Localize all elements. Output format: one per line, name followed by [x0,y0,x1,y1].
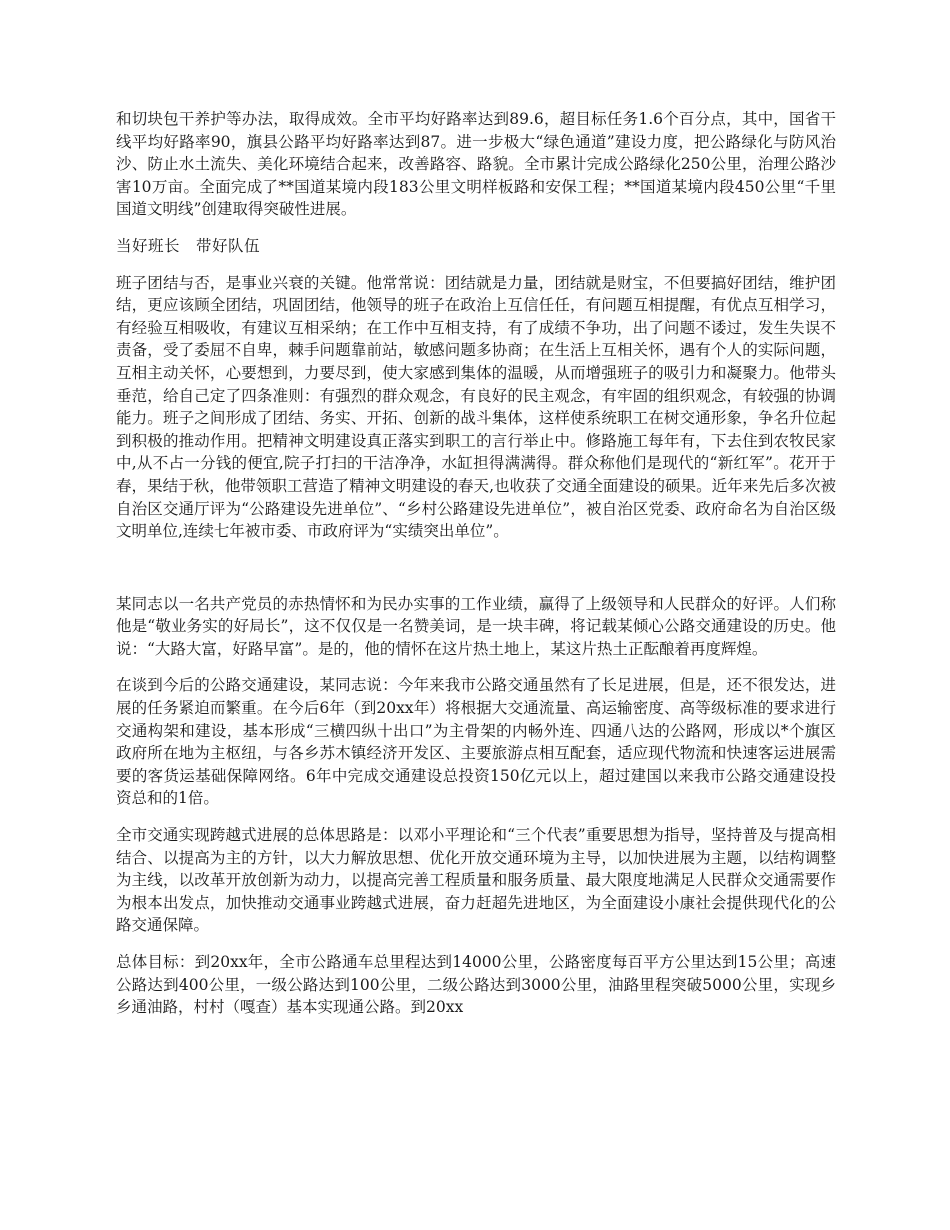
paragraph-strategy: 全市交通实现跨越式进展的总体思路是：以邓小平理论和“三个代表”重要思想为指导，坚持普及与提高相结合、以提高为主的方针，以大力解放思想、优化开放交通环境为主导，以加快进展为主题，以结构调整为主线，以改革开放创新为动力，以提高完善工程质量和服务质量、最大限度地满足人民群众交通需要作为根本出发点，加快推动交通事业跨越式进展，奋力赶超先进地区，为全面建设小康社会提供现代化的公路交通保障。 [116,826,836,935]
document-body [116,108,836,1033]
paragraph-achievements: 和切块包干养护等办法，取得成效。全市平均好路率达到89.6，超目标任务1.6个百分点，其中，国省干线平均好路率90，旗县公路平均好路率达到87。进一步极大“绿色通道”建设力度，把公路绿化与防风治沙、防止水土流失、美化环境结合起来，改善路容、路貌。全市累计完成公路绿化250公里，治理公路沙害10万亩。全面完成了**国道某境内段183公里文明样板路和安保工程；**国道某境内段450公里“千里国道文明线”创建取得突破性进展。 [116,110,836,219]
paragraph-team-unity: 班子团结与否，是事业兴衰的关键。他常常说：团结就是力量，团结就是财宝，不但要搞好团结，维护团结，更应该顾全团结，巩固团结，他领导的班子在政治上互信任任，有问题互相提醒，有优点互相学习，有经验互相吸收，有建议互相采纳；在工作中互相支持，有了成绩不争功，出了问题不诿过，发生失误不责备，受了委屈不自卑，棘手问题靠前站，敏感问题多协商；在生活上互相关怀，遇有个人的实际问题，互相主动关怀，心要想到，力要尽到，使大家感到集体的温暖，从而增强班子的吸引力和凝聚力。他带头垂范，给自己定了四条准则：有强烈的群众观念，有良好的民主观念，有牢固的组织观念，有较强的协调能力。班子之间形成了团结、务实、开拓、创新的战斗集体，这样使系统职工在树交通形象，争名升位起到积极的推动作用。把精神文明建设真正落实到职工的言行举止中。修路施工每年有，下去住到农牧民家中,从不占一分钱的便宜,院子打扫的干洁净净，水缸担得满满得。群众称他们是现代的“新红军”。花开于春，果结于秋，他带领职工营造了精神文明建设的春天,也收获了交通全面建设的硕果。近年来先后多次被自治区交通厅评为“公路建设先进单位”、“乡村公路建设先进单位”，被自治区党委、政府命名为自治区级文明单位,连续七年被市委、市政府评为“实绩突出单位”。 [116,273,836,541]
paragraph-future-plan: 在谈到今后的公路交通建设，某同志说：今年来我市公路交通虽然有了长足进展，但是，还不很发达，进展的任务紧迫而繁重。在今后6年（到20xx年）将根据大交通流量、高运输密度、高等级标准的要求进行交通构架和建设，基本形成“三横四纵十出口”为主骨架的内畅外连、四通八达的公路网，形成以*个旗区政府所在地为主枢纽，与各乡苏木镇经济开发区、主要旅游点相互配套，适应现代物流和快速客运进展需要的客货运基础保障网络。6年中完成交通建设总投资150亿元以上，超过建国以来我市公路交通建设投资总和的1倍。 [116,676,836,808]
paragraph-overall-goal: 总体目标：到20xx年，全市公路通车总里程达到14000公里，公路密度每百平方公里达到15公里；高速公路达到400公里，一级公路达到100公里，二级公路达到3000公里，油路里程突破5000公里，实现乡乡通油路，村村（嘎查）基本实现通公路。到20xx [116,953,836,1017]
section-heading: 当好班长 带好队伍 [116,236,261,255]
section-spacer [116,557,836,593]
paragraph-praise: 某同志以一名共产党员的赤热情怀和为民办实事的工作业绩，赢得了上级领导和人民群众的好评。人们称他是“敬业务实的好局长”，这不仅仅是一名赞美词，是一块丰碑，将记载某倾心公路交通建设的历史。他说：“大路大富，好路早富”。是的，他的情怀在这片热土地上，某这片热土正酝酿着再度辉煌。 [116,594,836,658]
